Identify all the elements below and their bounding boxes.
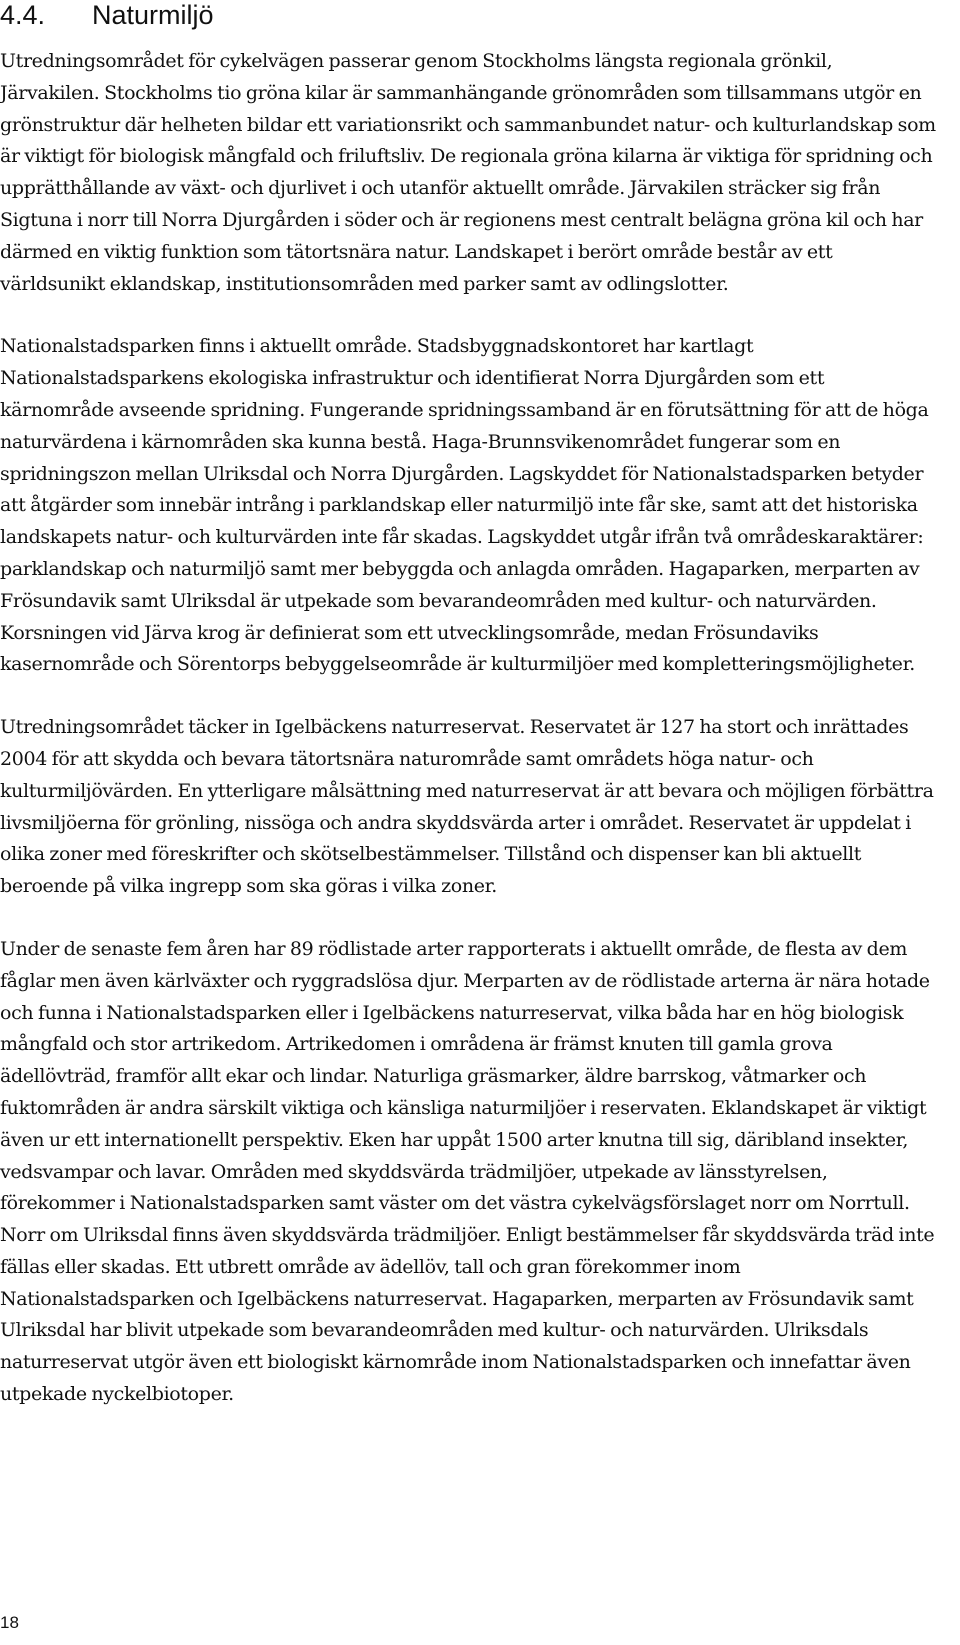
page-number: 18	[0, 1613, 19, 1632]
section-title: Naturmiljö	[92, 0, 214, 30]
paragraph-national-city-park: Nationalstadsparken finns i aktuellt område. Stadsbyggnadskontoret har kartlagt Nationalstadsparkens ekologiska infrastruktur och identifierat Norra Djurgården som ett kärnområde avseende spridning. Fungerande spridningssamband är en förutsättning för att de höga naturvärdena i kärnområden ska kunna bestå. Haga-Brunnsvikenområdet fungerar som en spridningszon mellan Ulriksdal och Norra Djurgården. Lagskyddet för Nationalstadsparken betyder att åtgärder som innebär intrång i parklandskap eller naturmiljö inte får ske, samt att det historiska landskapets natur- och kulturvärden inte får skadas. Lagskyddet utgår ifrån två områdeskaraktärer: parklandskap och naturmiljö samt mer bebyggda och anlagda områden. Hagaparken, merparten av Frösundavik samt Ulriksdal är utpekade som bevarandeområden med kultur- och naturvärden. Korsningen vid Järva krog är definierat som ett utvecklingsområde, medan Frösundaviks kasernområde och Sörentorps bebyggelseområde är kulturmiljöer med kompletteringsmöjligheter.	[0, 335, 929, 676]
paragraph-green-wedge: Utredningsområdet för cykelvägen passerar genom Stockholms längsta regionala grönkil, Järvakilen. Stockholms tio gröna kilar är sammanhängande grönområden som tillsammans utgör en grönstruktur där helheten bildar ett variationsrikt och sammanbundet natur- och kulturlandskap som är viktigt för biologisk mångfald och friluftsliv. De regionala gröna kilarna är viktiga för spridning och upprätthållande av växt- och djurlivet i och utanför aktuellt område. Järvakilen sträcker sig från Sigtuna i norr till Norra Djurgården i söder och är regionens mest centralt belägna gröna kil och har därmed en viktig funktion som tätortsnära natur. Landskapet i berört område består av ett världsunikt eklandskap, institutionsområden med parker samt av odlingslotter.	[0, 50, 936, 295]
body-text	[0, 46, 936, 1411]
section-heading	[0, 0, 214, 30]
section-number: 4.4.	[0, 0, 46, 30]
paragraph-igelbacken-reserve: Utredningsområdet täcker in Igelbäckens naturreservat. Reservatet är 127 ha stort och inrättades 2004 för att skydda och bevara tätortsnära naturområde samt områdets höga natur- och kulturmiljövärden. En ytterligare målsättning med naturreservat är att bevara och möjligen förbättra livsmiljöerna för grönling, nissöga och andra skyddsvärda arter i området. Reservatet är uppdelat i olika zoner med föreskrifter och skötselbestämmelser. Tillstånd och dispenser kan bli aktuellt beroende på vilka ingrepp som ska göras i vilka zoner.	[0, 716, 934, 898]
paragraph-red-listed-species: Under de senaste fem åren har 89 rödlistade arter rapporterats i aktuellt område, de flesta av dem fåglar men även kärlväxter och ryggradslösa djur. Merparten av de rödlistade arterna är nära hotade och funna i Nationalstadsparken eller i Igelbäckens naturreservat, vilka båda har en hög biologisk mångfald och stor artrikedom. Artrikedomen i områdena är främst knuten till gamla grova ädellövträd, framför allt ekar och lindar. Naturliga gräsmarker, äldre barrskog, våtmarker och fuktområden är andra särskilt viktiga och känsliga naturmiljöer i reservaten. Eklandskapet är viktigt även ur ett internationellt perspektiv. Eken har uppåt 1500 arter knutna till sig, däribland insekter, vedsvampar och lavar. Områden med skyddsvärda trädmiljöer, utpekade av länsstyrelsen, förekommer i Nationalstadsparken samt väster om det västra cykelvägsförslaget norr om Norrtull. Norr om Ulriksdal finns även skyddsvärda trädmiljöer. Enligt bestämmelser får skyddsvärda träd inte fällas eller skadas. Ett utbrett område av ädellöv, tall och gran förekommer inom Nationalstadsparken och Igelbäckens naturreservat. Hagaparken, merparten av Frösundavik samt Ulriksdal har blivit utpekade som bevarandeområden med kultur- och naturvärden. Ulriksdals naturreservat utgör även ett biologiskt kärnområde inom Nationalstadsparken och innefattar även utpekade nyckelbiotoper.	[0, 937, 935, 1406]
